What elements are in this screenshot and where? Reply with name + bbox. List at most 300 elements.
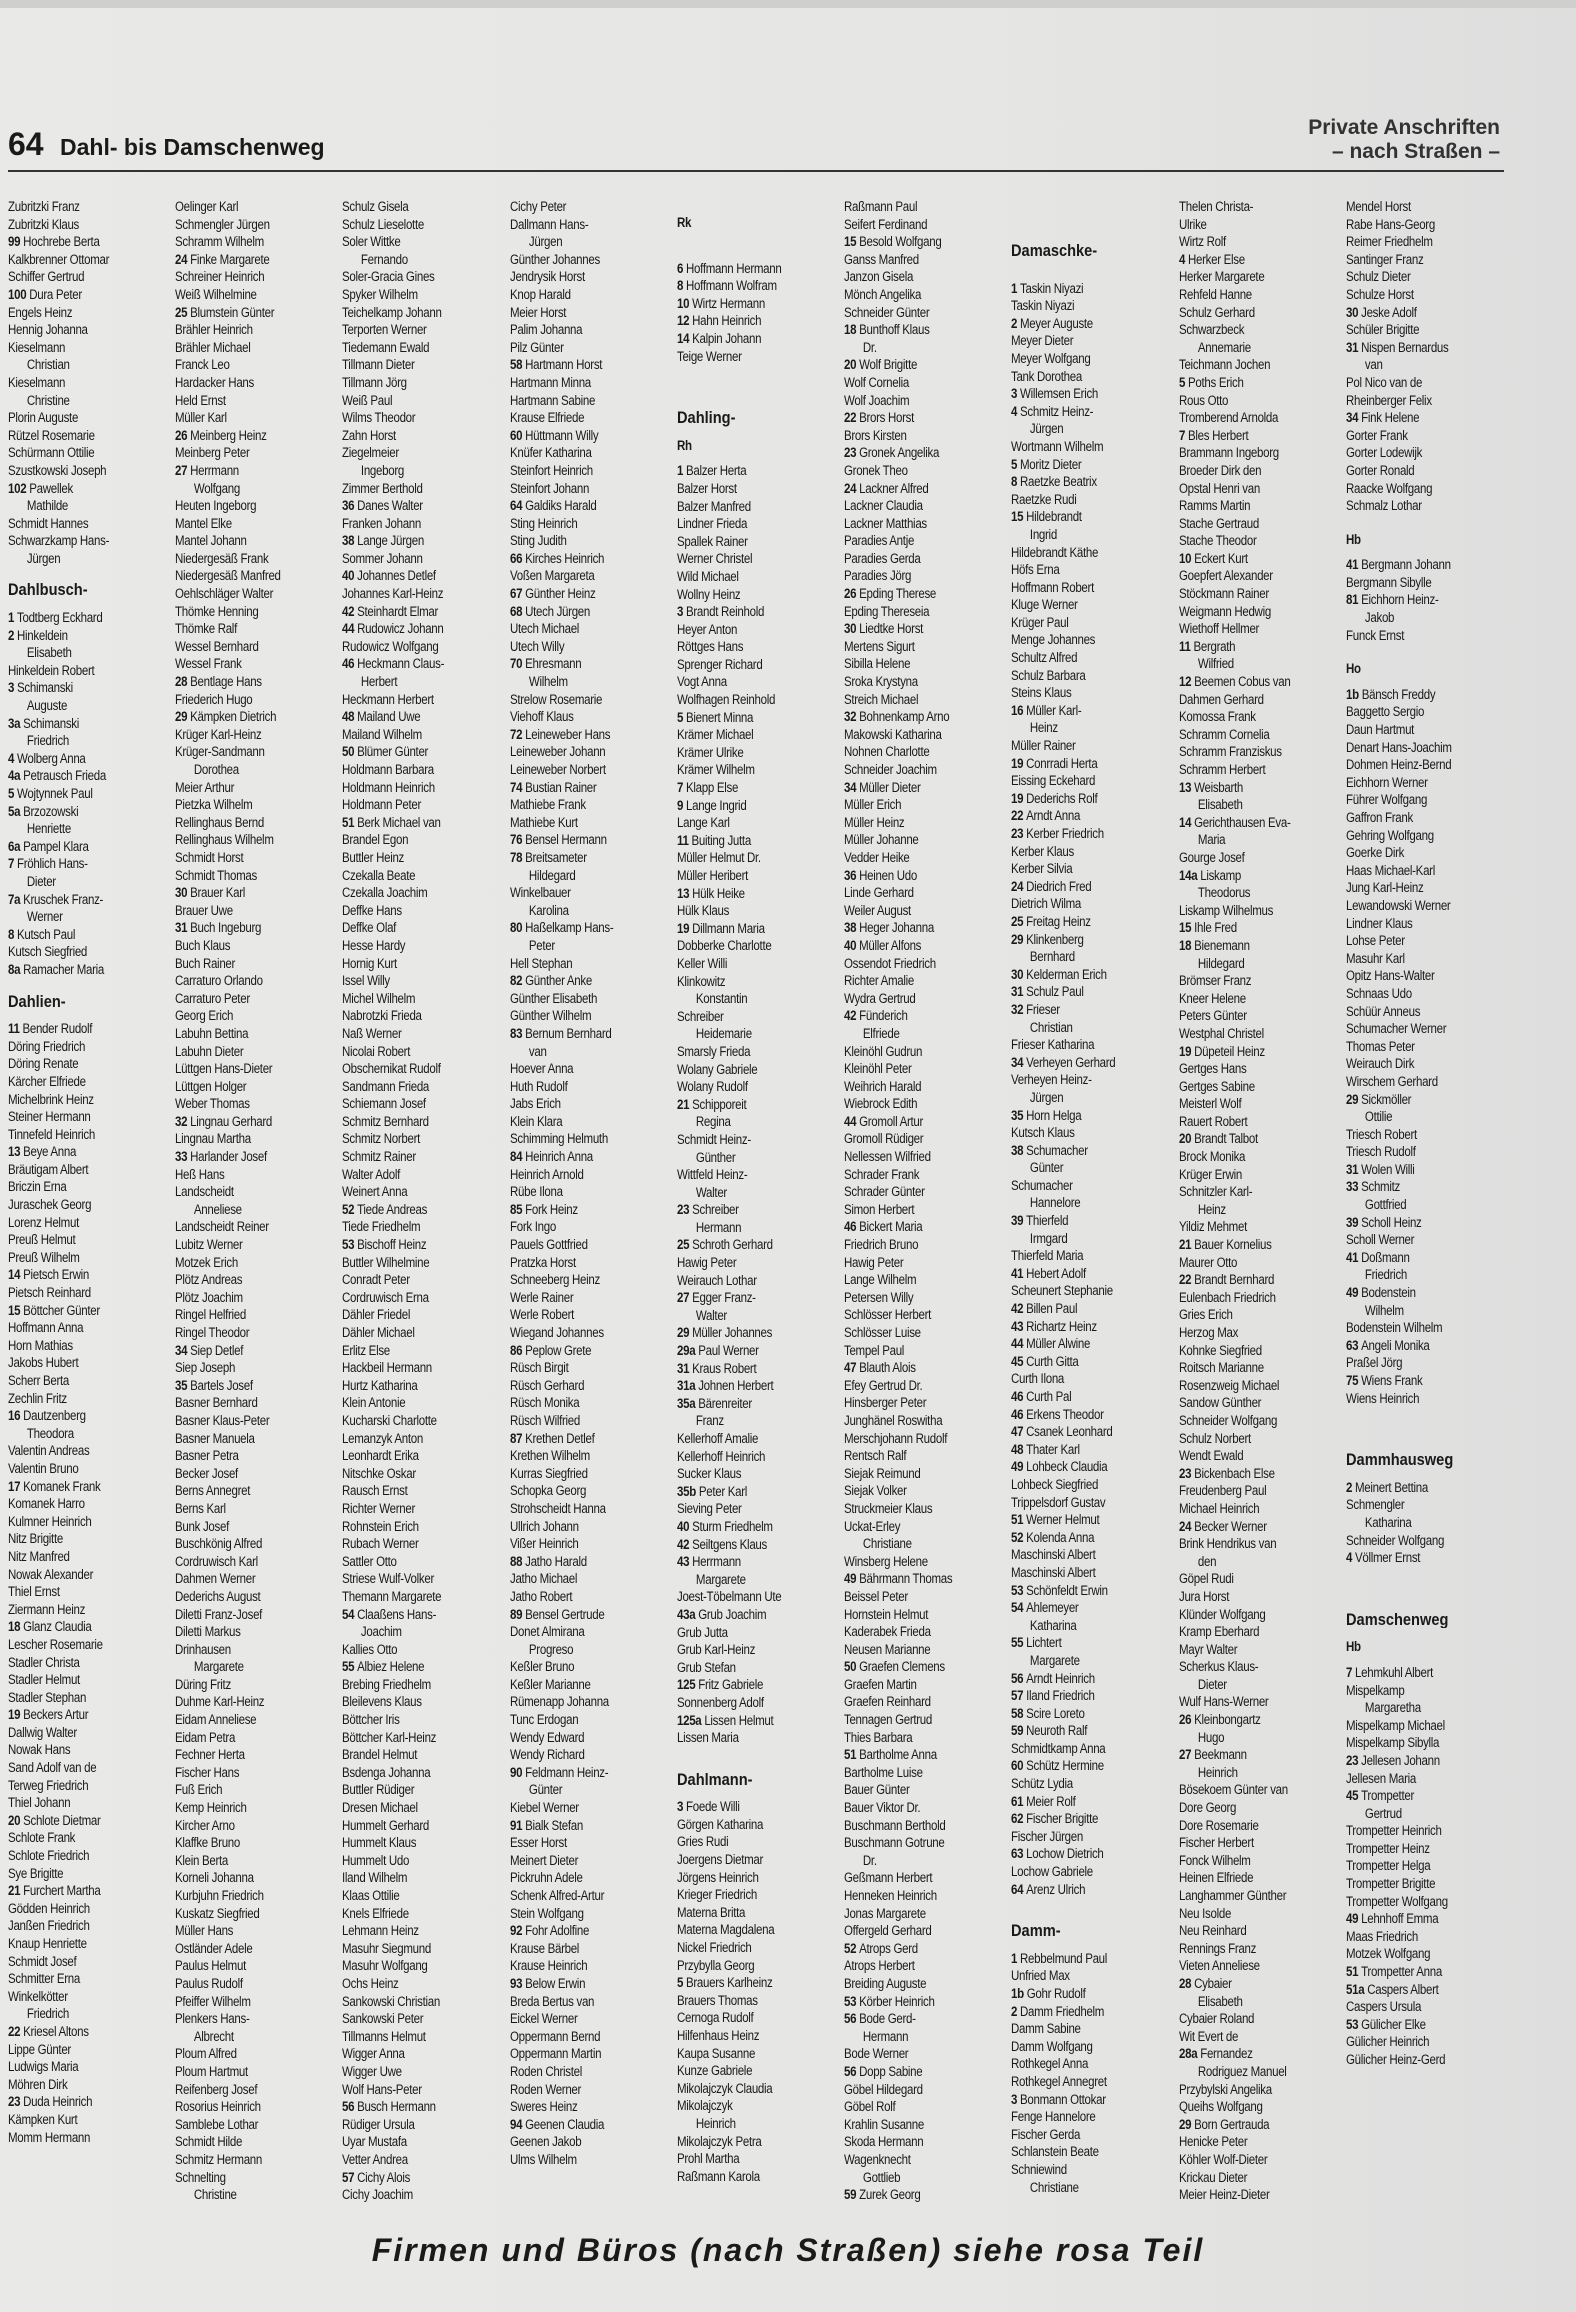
resident-entry xyxy=(510,1025,648,1043)
street-heading: Damaschke- xyxy=(1011,242,1098,260)
resident-name: Eichhorn Heinz- xyxy=(1361,592,1439,608)
resident-entry: Opstal Henri van xyxy=(1179,480,1260,496)
resident-entry xyxy=(510,2116,648,2134)
house-number: 20 xyxy=(844,357,860,373)
resident-entry: Esser Horst xyxy=(510,1835,567,1851)
resident-entry: Winkelkötter xyxy=(8,1988,68,2004)
resident-name: Schreiber xyxy=(692,1202,739,1218)
resident-entry: Margarete xyxy=(1029,1652,1080,1668)
resident-entry: Rümenapp Johanna xyxy=(510,1694,609,1710)
resident-entry: Fork Ingo xyxy=(510,1219,556,1235)
house-number: 28a xyxy=(1179,2046,1201,2062)
resident-entry: Jendrysik Horst xyxy=(510,269,585,285)
resident-name: Blumstein Günter xyxy=(190,304,275,320)
house-number: 49 xyxy=(1346,1285,1362,1301)
resident-entry: Sucker Klaus xyxy=(677,1466,742,1482)
house-number: 14 xyxy=(677,330,693,346)
resident-name: Ihle Fred xyxy=(1194,920,1237,936)
house-number: 51 xyxy=(1011,1512,1027,1528)
resident-name: Fischer Brigitte xyxy=(1026,1811,1099,1827)
house-number: 4 xyxy=(1346,1550,1356,1566)
resident-entry: Paradies Jörg xyxy=(844,568,912,584)
resident-entry: Plötz Joachim xyxy=(175,1289,243,1305)
resident-entry: Klinkowitz xyxy=(677,973,726,989)
resident-entry: Holdmann Barbara xyxy=(342,762,434,777)
resident-entry xyxy=(8,750,146,768)
resident-entry: Eidam Anneliese xyxy=(175,1712,257,1728)
resident-entry: Schopka Georg xyxy=(510,1483,587,1499)
resident-entry: Auguste xyxy=(26,698,68,714)
resident-entry: Iland Wilhelm xyxy=(342,1870,408,1886)
resident-entry: Ramms Martin xyxy=(1179,498,1251,514)
resident-entry xyxy=(8,1143,146,1161)
house-number: 1b xyxy=(1011,1986,1027,2001)
resident-entry: Knüfer Katharina xyxy=(510,445,592,461)
spacer xyxy=(1346,1417,1484,1427)
house-number: 42 xyxy=(1011,1301,1027,1317)
resident-entry: Schüür Anneus xyxy=(1346,1003,1421,1019)
resident-name: Johannes Detlef xyxy=(357,568,436,584)
resident-entry: Schramm Franziskus xyxy=(1179,744,1282,760)
house-number: 2 xyxy=(1346,1479,1356,1495)
resident-entry: Wolf Joachim xyxy=(844,392,910,408)
resident-entry: Fischer Gerda xyxy=(1011,2126,1081,2142)
house-number: 24 xyxy=(844,480,860,496)
resident-entry: Briczin Erna xyxy=(8,1179,67,1195)
resident-entry: Spallek Rainer xyxy=(677,533,748,549)
resident-entry: Buttler Heinz xyxy=(342,849,405,865)
resident-entry: Knels Elfriede xyxy=(342,1905,409,1921)
resident-entry xyxy=(510,550,648,568)
resident-entry: Sonnenberg Adolf xyxy=(677,1694,764,1710)
resident-name: Herrmann xyxy=(190,462,239,478)
resident-entry xyxy=(510,655,648,673)
resident-entry xyxy=(1179,1975,1317,1993)
directory-column xyxy=(8,198,146,2146)
resident-entry: Schlösser Herbert xyxy=(844,1307,932,1323)
resident-entry: Düring Fritz xyxy=(175,1676,231,1692)
resident-name: Glanz Claudia xyxy=(23,1619,92,1635)
resident-entry: Schramm Wilhelm xyxy=(175,234,264,250)
directory-columns xyxy=(8,198,1508,2218)
house-number: 2 xyxy=(1011,2003,1021,2019)
resident-entry: Krieger Friedrich xyxy=(677,1887,758,1903)
resident-entry xyxy=(342,1236,480,1254)
house-number: 87 xyxy=(510,1430,526,1446)
resident-entry: Mispelkamp Sibylla xyxy=(1346,1735,1440,1751)
resident-name: Willemsen Erich xyxy=(1020,386,1099,402)
house-number: 34 xyxy=(1346,410,1362,426)
resident-name: Curth Gitta xyxy=(1026,1353,1079,1369)
house-number: 8a xyxy=(8,961,24,977)
resident-entry xyxy=(1011,1054,1149,1072)
resident-entry: Friedrich Bruno xyxy=(844,1237,919,1253)
resident-name: Schumacher xyxy=(1026,1142,1088,1158)
resident-name: Finke Margarete xyxy=(190,251,270,267)
resident-name: Körber Heinrich xyxy=(859,1993,935,2009)
resident-entry xyxy=(8,1618,146,1636)
house-number: 8 xyxy=(1011,474,1021,490)
resident-entry: Masuhr Siegmund xyxy=(342,1940,431,1956)
resident-name: Bentlage Hans xyxy=(190,674,262,690)
resident-entry xyxy=(1011,280,1149,298)
resident-entry: Masuhr Wolfgang xyxy=(342,1958,428,1974)
resident-entry: Bartholme Luise xyxy=(844,1764,923,1780)
resident-entry: Uyar Mustafa xyxy=(342,2134,407,2150)
resident-entry xyxy=(1346,1787,1484,1805)
resident-entry: Hermann xyxy=(862,2028,909,2044)
resident-entry: Stöckmann Rainer xyxy=(1179,586,1269,602)
resident-entry: Jung Karl-Heinz xyxy=(1346,880,1424,896)
resident-entry: Kerber Silvia xyxy=(1011,861,1073,877)
resident-entry: Neu Isolde xyxy=(1179,1905,1232,1921)
resident-entry: Schreiner Heinrich xyxy=(175,269,265,285)
resident-entry xyxy=(1011,966,1149,984)
resident-name: Poths Erich xyxy=(1188,374,1244,390)
resident-name: Brors Horst xyxy=(859,410,915,426)
resident-name: Meyer Auguste xyxy=(1020,315,1093,331)
resident-name: Bickert Maria xyxy=(859,1219,923,1235)
resident-entry xyxy=(1011,1107,1149,1125)
resident-entry: Dähler Michael xyxy=(342,1325,415,1340)
resident-name: Atrops Gerd xyxy=(859,1940,918,1956)
resident-entry xyxy=(1179,937,1317,955)
resident-entry: Schürmann Ottilie xyxy=(8,445,95,461)
resident-name: Pietsch Erwin xyxy=(23,1267,89,1283)
house-number: 51 xyxy=(844,1747,860,1763)
resident-entry: Werner xyxy=(26,909,63,925)
resident-entry: Masuhr Karl xyxy=(1346,950,1405,966)
house-number: 27 xyxy=(175,462,191,478)
resident-entry: Jatho Michael xyxy=(510,1571,578,1587)
house-number: 40 xyxy=(342,568,358,584)
resident-entry: Nowak Hans xyxy=(8,1742,71,1758)
resident-entry: Oppermann Martin xyxy=(510,2046,602,2062)
resident-entry: Nellessen Wilfried xyxy=(844,1149,931,1165)
resident-entry xyxy=(510,726,648,744)
resident-entry: Struckmeier Klaus xyxy=(844,1500,933,1516)
house-number: 48 xyxy=(1011,1441,1027,1457)
resident-name: Lochow Dietrich xyxy=(1026,1846,1104,1862)
resident-entry: Nitz Brigitte xyxy=(8,1531,63,1547)
resident-entry: Gertges Hans xyxy=(1179,1061,1247,1077)
resident-entry: Franz xyxy=(695,1413,724,1429)
house-number: 23 xyxy=(677,1202,693,1218)
resident-entry: Knop Harald xyxy=(510,286,571,302)
resident-entry: Krickau Dieter xyxy=(1179,2169,1248,2185)
resident-entry: Kalkbrenner Ottomar xyxy=(8,251,110,267)
resident-entry xyxy=(1011,1212,1149,1230)
resident-entry: Ingeborg xyxy=(360,462,404,478)
resident-name: Brauer Karl xyxy=(190,885,246,901)
resident-name: Dillmann Maria xyxy=(692,920,765,936)
resident-name: Zurek Georg xyxy=(859,2187,921,2203)
resident-entry: Böttcher Iris xyxy=(342,1712,400,1728)
house-number: 34 xyxy=(175,1342,191,1358)
resident-entry xyxy=(1179,1518,1317,1536)
resident-entry: Cordruwisch Erna xyxy=(342,1289,429,1305)
resident-name: Beckers Artur xyxy=(23,1707,89,1723)
resident-entry: Günther Johannes xyxy=(510,251,600,267)
resident-entry: Schrader Frank xyxy=(844,1166,920,1182)
house-number: 7 xyxy=(1179,427,1189,443)
resident-name: Schimanski xyxy=(17,680,73,696)
resident-entry xyxy=(844,1658,982,1676)
house-number: 36 xyxy=(342,498,358,514)
resident-entry: Kaderabek Frieda xyxy=(844,1624,931,1640)
resident-entry: Preuß Wilhelm xyxy=(8,1249,80,1265)
resident-entry: Wit Evert de xyxy=(1179,2028,1239,2044)
resident-name: Klinkenberg xyxy=(1026,931,1084,947)
resident-entry: Teichmann Jochen xyxy=(1179,357,1271,373)
resident-entry: Diletti Franz-Josef xyxy=(175,1606,263,1622)
house-number: 56 xyxy=(342,2099,358,2115)
resident-entry: Thiel Johann xyxy=(8,1795,71,1811)
house-number: 8 xyxy=(8,926,18,942)
resident-entry: Heuten Ingeborg xyxy=(175,498,257,514)
resident-entry: Maurer Otto xyxy=(1179,1254,1238,1270)
resident-entry: Dore Georg xyxy=(1179,1800,1237,1816)
house-number: 19 xyxy=(1179,1043,1195,1059)
resident-entry: Schütz Lydia xyxy=(1011,1776,1073,1792)
house-number: 38 xyxy=(1011,1142,1027,1158)
resident-entry: Krause Bärbel xyxy=(510,1940,580,1956)
resident-entry: Schramm Herbert xyxy=(1179,762,1266,777)
resident-entry: Dieter xyxy=(26,873,56,889)
resident-entry: Balzer Manfred xyxy=(677,498,751,514)
resident-name: Foede Willi xyxy=(686,1799,740,1815)
resident-name: Lissen Helmut xyxy=(704,1712,774,1728)
resident-name: Herrmann xyxy=(692,1554,741,1570)
resident-entry: Skoda Hermann xyxy=(844,2134,924,2150)
resident-name: Böttcher Günter xyxy=(23,1302,100,1318)
resident-entry: Schniewind xyxy=(1011,2161,1067,2177)
resident-entry: Herker Margarete xyxy=(1179,269,1265,285)
resident-entry: Wendy Richard xyxy=(510,1747,585,1763)
resident-entry: Rüsch Gerhard xyxy=(510,1377,585,1393)
resident-entry: Schlanstein Beate xyxy=(1011,2144,1099,2160)
resident-entry: Mönch Angelika xyxy=(844,286,922,302)
spacer xyxy=(1011,198,1149,208)
resident-entry: Gertges Sabine xyxy=(1179,1078,1255,1094)
resident-entry: Mendel Horst xyxy=(1346,199,1411,214)
resident-entry: Hildegard xyxy=(1197,955,1245,971)
house-number: 30 xyxy=(175,885,191,901)
house-number: 15 xyxy=(1011,509,1027,525)
resident-entry: Hummelt Udo xyxy=(342,1852,410,1868)
resident-entry: Huth Rudolf xyxy=(510,1078,568,1094)
resident-entry xyxy=(1011,1529,1149,1547)
house-number: 28 xyxy=(175,674,191,690)
resident-entry: Opitz Hans-Walter xyxy=(1346,968,1435,984)
resident-name: Becker Werner xyxy=(1194,1518,1267,1534)
resident-entry: Ziegelmeier xyxy=(342,445,399,461)
resident-entry xyxy=(1179,374,1317,392)
resident-name: Bunthoff Klaus xyxy=(859,322,930,338)
resident-entry xyxy=(1346,1161,1484,1179)
resident-name: Thater Karl xyxy=(1026,1441,1080,1457)
resident-name: Jatho Harald xyxy=(525,1553,587,1569)
house-number: 32 xyxy=(1011,1001,1027,1017)
resident-entry: Lüttgen Hans-Dieter xyxy=(175,1061,273,1077)
resident-entry xyxy=(677,1201,815,1219)
resident-entry xyxy=(1179,1236,1317,1254)
resident-entry: Brauers Thomas xyxy=(677,1992,758,2008)
resident-entry: Mayr Walter xyxy=(1179,1641,1238,1657)
resident-entry xyxy=(677,779,815,797)
resident-name: Fünderich xyxy=(859,1008,908,1024)
resident-entry: Janßen Friedrich xyxy=(8,1918,90,1934)
house-number: 21 xyxy=(677,1096,693,1112)
resident-entry: Klaas Ottilie xyxy=(342,1888,400,1903)
spacer xyxy=(1346,1577,1484,1587)
resident-entry: Steinfort Johann xyxy=(510,480,590,496)
resident-entry: Jatho Robert xyxy=(510,1588,573,1604)
resident-entry: Terporten Werner xyxy=(342,322,427,338)
house-number: 63 xyxy=(1011,1846,1027,1862)
resident-name: Dopp Sabine xyxy=(859,2063,923,2079)
resident-name: Bonmann Ottokar xyxy=(1020,2091,1106,2107)
resident-entry xyxy=(342,603,480,621)
resident-entry: Heinrich xyxy=(1197,1764,1238,1780)
house-number: 64 xyxy=(1011,1881,1027,1897)
resident-entry: Grub Karl-Heinz xyxy=(677,1642,756,1658)
resident-entry xyxy=(510,585,648,603)
resident-entry: Schmitz Norbert xyxy=(342,1131,421,1147)
resident-entry xyxy=(8,679,146,697)
resident-entry: Becker Josef xyxy=(175,1465,238,1481)
house-number: 22 xyxy=(8,2023,24,2039)
resident-name: Duda Heinrich xyxy=(23,2094,93,2110)
resident-entry: Rausch Ernst xyxy=(342,1483,408,1499)
resident-entry: Henriette xyxy=(26,821,71,837)
resident-entry: Brock Monika xyxy=(1179,1149,1246,1165)
resident-entry: Basner Bernhard xyxy=(175,1395,258,1411)
resident-entry xyxy=(677,1712,815,1730)
resident-name: Wolf Brigitte xyxy=(859,357,918,373)
resident-entry: Westphal Christel xyxy=(1179,1025,1264,1041)
resident-entry xyxy=(1011,1881,1149,1899)
resident-entry: Theodorus xyxy=(1197,885,1251,901)
resident-entry xyxy=(8,233,146,251)
resident-name: Breitsameter xyxy=(525,849,587,865)
resident-entry: Trompetter Wolfgang xyxy=(1346,1893,1448,1909)
house-number: 16 xyxy=(8,1408,24,1424)
house-number: 14a xyxy=(1179,867,1201,883)
resident-name: Todtberg Eckhard xyxy=(17,610,103,626)
resident-entry xyxy=(342,743,480,761)
resident-name: Trompetter Anna xyxy=(1361,1964,1442,1980)
resident-entry xyxy=(1011,807,1149,825)
resident-entry xyxy=(677,1676,815,1694)
resident-entry: Vetter Andrea xyxy=(342,2151,408,2167)
resident-name: Kruschek Franz- xyxy=(23,891,104,907)
resident-entry xyxy=(1011,1265,1149,1283)
resident-entry: Mertens Sigurt xyxy=(844,638,915,654)
resident-entry: Uckat-Erley xyxy=(844,1518,901,1534)
resident-entry: Schmalz Lothar xyxy=(1346,498,1422,514)
resident-entry: Schulz Lieselotte xyxy=(342,216,424,232)
resident-entry: Praßel Jörg xyxy=(1346,1355,1403,1371)
resident-entry: Winkelbauer xyxy=(510,885,571,901)
resident-entry xyxy=(677,920,815,938)
resident-entry xyxy=(1011,702,1149,720)
house-number: 94 xyxy=(510,2116,526,2132)
street-heading: Dahlien- xyxy=(8,992,66,1011)
resident-entry: Brähler Michael xyxy=(175,339,251,355)
resident-name: Fernandez xyxy=(1200,2046,1253,2062)
resident-entry: Raetzke Rudi xyxy=(1011,491,1077,507)
resident-name: Schönfeldt Erwin xyxy=(1026,1582,1108,1598)
resident-entry xyxy=(1011,456,1149,474)
resident-entry xyxy=(844,779,982,797)
resident-entry: Gülicher Heinrich xyxy=(1346,2034,1430,2050)
resident-entry: Friedrich xyxy=(1364,1267,1408,1283)
resident-entry xyxy=(8,1882,146,1900)
house-number: 4 xyxy=(1011,403,1021,419)
resident-entry: Langhammer Günther xyxy=(1179,1888,1287,1903)
house-number: 13 xyxy=(677,885,693,901)
resident-entry xyxy=(1011,1441,1149,1459)
resident-entry: Wydra Gertrud xyxy=(844,990,916,1006)
resident-entry xyxy=(1011,1845,1149,1863)
street-heading: Dammhausweg xyxy=(1346,1451,1454,1469)
resident-entry: Thelen Christa- xyxy=(1179,199,1254,214)
resident-entry xyxy=(1179,673,1317,691)
resident-entry: Smarsly Frieda xyxy=(677,1043,751,1059)
resident-name: Csanek Leonhard xyxy=(1026,1424,1113,1440)
resident-entry: Gorter Lodewijk xyxy=(1346,445,1423,461)
resident-entry: Müller Heribert xyxy=(677,868,749,883)
district-code: Hb xyxy=(1346,531,1361,547)
resident-entry: Eissing Eckehard xyxy=(1011,773,1096,789)
resident-entry: Rennings Franz xyxy=(1179,1940,1257,1956)
house-number: 10 xyxy=(677,295,693,311)
resident-entry: Wiethoff Hellmer xyxy=(1179,621,1260,637)
house-number: 1 xyxy=(677,463,687,479)
spacer xyxy=(677,240,815,250)
resident-entry: Kurbjuhn Friedrich xyxy=(175,1888,264,1903)
resident-entry xyxy=(1011,2003,1149,2021)
resident-entry: Rosenzweig Michael xyxy=(1179,1377,1280,1393)
resident-entry: Hennig Johanna xyxy=(8,322,88,338)
house-number: 42 xyxy=(844,1008,860,1024)
header-rule xyxy=(8,170,1504,172)
resident-entry: Fonck Wilhelm xyxy=(1179,1852,1251,1868)
resident-entry: Tiedemann Ewald xyxy=(342,339,430,355)
resident-entry: Lüttgen Holger xyxy=(175,1078,247,1094)
resident-entry xyxy=(342,532,480,550)
spacer xyxy=(1346,515,1484,525)
resident-entry: Damm Wolfgang xyxy=(1011,2038,1093,2054)
resident-entry: Schnaas Udo xyxy=(1346,985,1412,1001)
resident-entry: Conradt Peter xyxy=(342,1272,410,1288)
resident-entry: Thömke Ralf xyxy=(175,621,237,637)
resident-entry: Ziermann Heinz xyxy=(8,1601,86,1617)
house-number: 34 xyxy=(1011,1054,1027,1070)
house-number: 35b xyxy=(677,1483,699,1499)
resident-entry: Held Ernst xyxy=(175,392,226,408)
resident-entry: Dahmen Werner xyxy=(175,1571,256,1587)
house-number: 61 xyxy=(1011,1793,1027,1809)
resident-entry: Elisabeth xyxy=(1197,797,1243,813)
resident-entry xyxy=(1179,427,1317,445)
resident-name: Liedtke Horst xyxy=(859,621,924,637)
resident-entry: Karolina xyxy=(528,902,569,918)
resident-entry: Materna Britta xyxy=(677,1904,746,1920)
resident-entry: Schmidt Hannes xyxy=(8,515,89,531)
house-number: 25 xyxy=(175,304,191,320)
